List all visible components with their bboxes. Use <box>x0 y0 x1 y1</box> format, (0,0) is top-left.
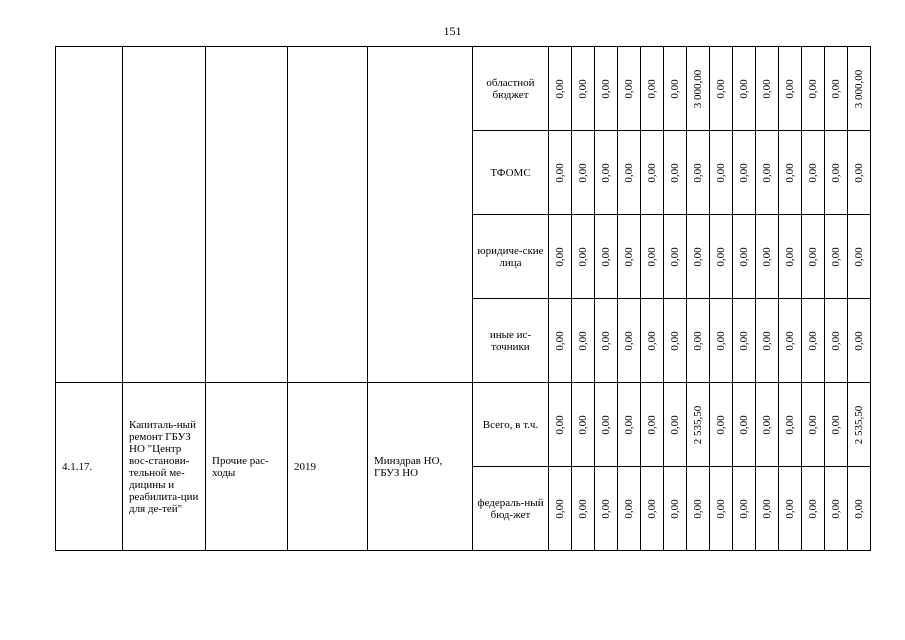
value-cell <box>710 383 733 467</box>
value-cell <box>687 299 710 383</box>
value-cell <box>733 383 756 467</box>
value-text: 0,00 <box>853 162 865 183</box>
value-text: 0,00 <box>600 330 612 351</box>
value-cell <box>779 215 802 299</box>
value-cell <box>664 215 687 299</box>
value-cell <box>641 299 664 383</box>
executor-cell: Минздрав НО, ГБУЗ НО <box>368 383 473 551</box>
value-text: 0,00 <box>830 246 842 267</box>
expense-type-cell <box>206 47 288 383</box>
value-text: 0,00 <box>738 78 750 99</box>
value-cell <box>710 215 733 299</box>
value-cell <box>848 299 871 383</box>
item-name-cell: Капиталь-ный ремонт ГБУЗ НО "Центр вос-станови-тельной ме-дицины и реабилита-ции для де-тей" <box>123 383 206 551</box>
value-text: 0,00 <box>646 498 658 519</box>
page-number: 151 <box>443 24 462 38</box>
value-text: 0,00 <box>807 498 819 519</box>
funding-source-cell: иные ис-точники <box>473 299 549 383</box>
value-text: 0,00 <box>761 414 773 435</box>
value-text: 0,00 <box>807 78 819 99</box>
value-text: 0,00 <box>600 246 612 267</box>
value-cell <box>756 383 779 467</box>
value-cell <box>825 383 848 467</box>
value-text: 0,00 <box>692 246 704 267</box>
value-cell <box>687 215 710 299</box>
value-cell <box>848 383 871 467</box>
value-cell <box>572 215 595 299</box>
value-text: 0,00 <box>830 162 842 183</box>
value-text: 0,00 <box>853 330 865 351</box>
value-cell <box>687 467 710 551</box>
funding-source-cell: федераль-ный бюд-жет <box>473 467 549 551</box>
value-text: 0,00 <box>784 330 796 351</box>
executor-cell <box>368 47 473 383</box>
value-cell <box>756 299 779 383</box>
value-text: 0,00 <box>761 330 773 351</box>
expense-type-cell: Прочие рас-ходы <box>206 383 288 551</box>
value-text: 0,00 <box>738 330 750 351</box>
value-text: 2 535,50 <box>853 405 865 444</box>
value-text: 0,00 <box>646 246 658 267</box>
value-text: 0,00 <box>807 330 819 351</box>
value-cell <box>572 383 595 467</box>
value-cell <box>595 131 618 215</box>
item-number-cell <box>56 47 123 383</box>
value-text: 0,00 <box>807 414 819 435</box>
value-cell <box>595 467 618 551</box>
budget-table <box>55 46 871 551</box>
value-text: 0,00 <box>623 246 635 267</box>
value-cell <box>733 467 756 551</box>
value-text: 0,00 <box>715 330 727 351</box>
value-cell <box>618 467 641 551</box>
value-cell <box>549 467 572 551</box>
value-cell <box>641 383 664 467</box>
item-number-cell: 4.1.17. <box>56 383 123 551</box>
value-cell <box>710 467 733 551</box>
value-cell <box>687 131 710 215</box>
value-cell <box>664 47 687 131</box>
value-cell <box>733 47 756 131</box>
value-cell <box>756 467 779 551</box>
value-text: 0,00 <box>577 498 589 519</box>
value-cell <box>733 299 756 383</box>
value-text: 0,00 <box>554 414 566 435</box>
value-cell <box>779 383 802 467</box>
value-text: 0,00 <box>577 246 589 267</box>
value-cell <box>687 47 710 131</box>
value-cell <box>710 47 733 131</box>
value-text: 0,00 <box>830 414 842 435</box>
value-text: 0,00 <box>600 498 612 519</box>
value-cell <box>802 47 825 131</box>
value-cell <box>733 215 756 299</box>
value-text: 0,00 <box>715 246 727 267</box>
value-text: 0,00 <box>784 498 796 519</box>
value-cell <box>618 47 641 131</box>
value-text: 0,00 <box>669 498 681 519</box>
value-cell <box>756 47 779 131</box>
value-text: 0,00 <box>784 78 796 99</box>
value-text: 0,00 <box>554 246 566 267</box>
value-text: 0,00 <box>761 498 773 519</box>
value-text: 0,00 <box>600 78 612 99</box>
value-text: 0,00 <box>646 414 658 435</box>
value-text: 0,00 <box>646 162 658 183</box>
value-text: 0,00 <box>623 162 635 183</box>
value-cell <box>549 131 572 215</box>
value-text: 0,00 <box>761 78 773 99</box>
table-row <box>56 47 871 131</box>
value-cell <box>572 299 595 383</box>
value-text: 0,00 <box>623 498 635 519</box>
value-text: 0,00 <box>738 414 750 435</box>
value-cell <box>848 215 871 299</box>
value-cell <box>779 299 802 383</box>
value-text: 0,00 <box>738 246 750 267</box>
value-cell <box>802 467 825 551</box>
value-cell <box>779 47 802 131</box>
value-cell <box>641 215 664 299</box>
value-cell <box>641 131 664 215</box>
value-text: 0,00 <box>577 162 589 183</box>
value-text: 0,00 <box>853 246 865 267</box>
value-cell <box>848 131 871 215</box>
value-text: 0,00 <box>853 498 865 519</box>
value-cell <box>825 47 848 131</box>
value-cell <box>779 467 802 551</box>
value-text: 0,00 <box>669 414 681 435</box>
value-cell <box>779 131 802 215</box>
value-cell <box>756 215 779 299</box>
value-text: 0,00 <box>715 78 727 99</box>
value-text: 0,00 <box>807 246 819 267</box>
value-text: 0,00 <box>715 498 727 519</box>
value-text: 0,00 <box>577 78 589 99</box>
value-text: 3 000,00 <box>853 69 865 108</box>
value-cell <box>848 47 871 131</box>
value-cell <box>664 131 687 215</box>
value-cell <box>595 383 618 467</box>
value-text: 0,00 <box>715 162 727 183</box>
value-text: 0,00 <box>784 414 796 435</box>
value-cell <box>710 299 733 383</box>
value-text: 0,00 <box>715 414 727 435</box>
year-cell <box>288 47 368 383</box>
value-text: 0,00 <box>692 498 704 519</box>
value-text: 0,00 <box>600 162 612 183</box>
value-cell <box>802 383 825 467</box>
value-cell <box>802 215 825 299</box>
value-cell <box>549 383 572 467</box>
value-text: 3 000,00 <box>692 69 704 108</box>
value-cell <box>618 131 641 215</box>
value-text: 0,00 <box>646 330 658 351</box>
value-cell <box>825 131 848 215</box>
value-cell <box>618 215 641 299</box>
value-text: 0,00 <box>784 246 796 267</box>
funding-source-cell: областной бюджет <box>473 47 549 131</box>
value-cell <box>549 47 572 131</box>
year-cell: 2019 <box>288 383 368 551</box>
value-text: 0,00 <box>761 246 773 267</box>
value-text: 0,00 <box>738 162 750 183</box>
value-cell <box>549 299 572 383</box>
value-cell <box>595 299 618 383</box>
value-text: 0,00 <box>784 162 796 183</box>
value-cell <box>595 47 618 131</box>
value-text: 0,00 <box>554 330 566 351</box>
value-text: 0,00 <box>761 162 773 183</box>
value-text: 0,00 <box>830 498 842 519</box>
value-text: 0,00 <box>623 78 635 99</box>
value-cell <box>595 215 618 299</box>
table-row <box>56 383 871 467</box>
value-text: 0,00 <box>554 498 566 519</box>
value-cell <box>825 467 848 551</box>
value-text: 0,00 <box>692 330 704 351</box>
value-cell <box>618 299 641 383</box>
value-text: 0,00 <box>738 498 750 519</box>
value-cell <box>733 131 756 215</box>
value-cell <box>572 47 595 131</box>
value-text: 0,00 <box>669 246 681 267</box>
value-text: 0,00 <box>807 162 819 183</box>
value-cell <box>756 131 779 215</box>
value-text: 0,00 <box>646 78 658 99</box>
value-cell <box>664 383 687 467</box>
value-text: 0,00 <box>623 330 635 351</box>
item-name-cell <box>123 47 206 383</box>
value-cell <box>549 215 572 299</box>
value-cell <box>664 299 687 383</box>
value-cell <box>572 131 595 215</box>
value-cell <box>664 467 687 551</box>
value-text: 2 535,50 <box>692 405 704 444</box>
value-text: 0,00 <box>669 78 681 99</box>
value-text: 0,00 <box>669 330 681 351</box>
value-cell <box>687 383 710 467</box>
funding-source-cell: юридиче-ские лица <box>473 215 549 299</box>
funding-source-cell: ТФОМС <box>473 131 549 215</box>
value-cell <box>825 299 848 383</box>
value-cell <box>802 299 825 383</box>
value-text: 0,00 <box>554 162 566 183</box>
value-text: 0,00 <box>600 414 612 435</box>
value-text: 0,00 <box>692 162 704 183</box>
value-cell <box>641 467 664 551</box>
value-cell <box>825 215 848 299</box>
value-cell <box>618 383 641 467</box>
value-text: 0,00 <box>554 78 566 99</box>
value-cell <box>641 47 664 131</box>
value-cell <box>802 131 825 215</box>
value-cell <box>572 467 595 551</box>
value-text: 0,00 <box>577 414 589 435</box>
value-cell <box>710 131 733 215</box>
funding-source-cell: Всего, в т.ч. <box>473 383 549 467</box>
value-text: 0,00 <box>623 414 635 435</box>
value-cell <box>848 467 871 551</box>
value-text: 0,00 <box>830 330 842 351</box>
value-text: 0,00 <box>669 162 681 183</box>
value-text: 0,00 <box>577 330 589 351</box>
value-text: 0,00 <box>830 78 842 99</box>
